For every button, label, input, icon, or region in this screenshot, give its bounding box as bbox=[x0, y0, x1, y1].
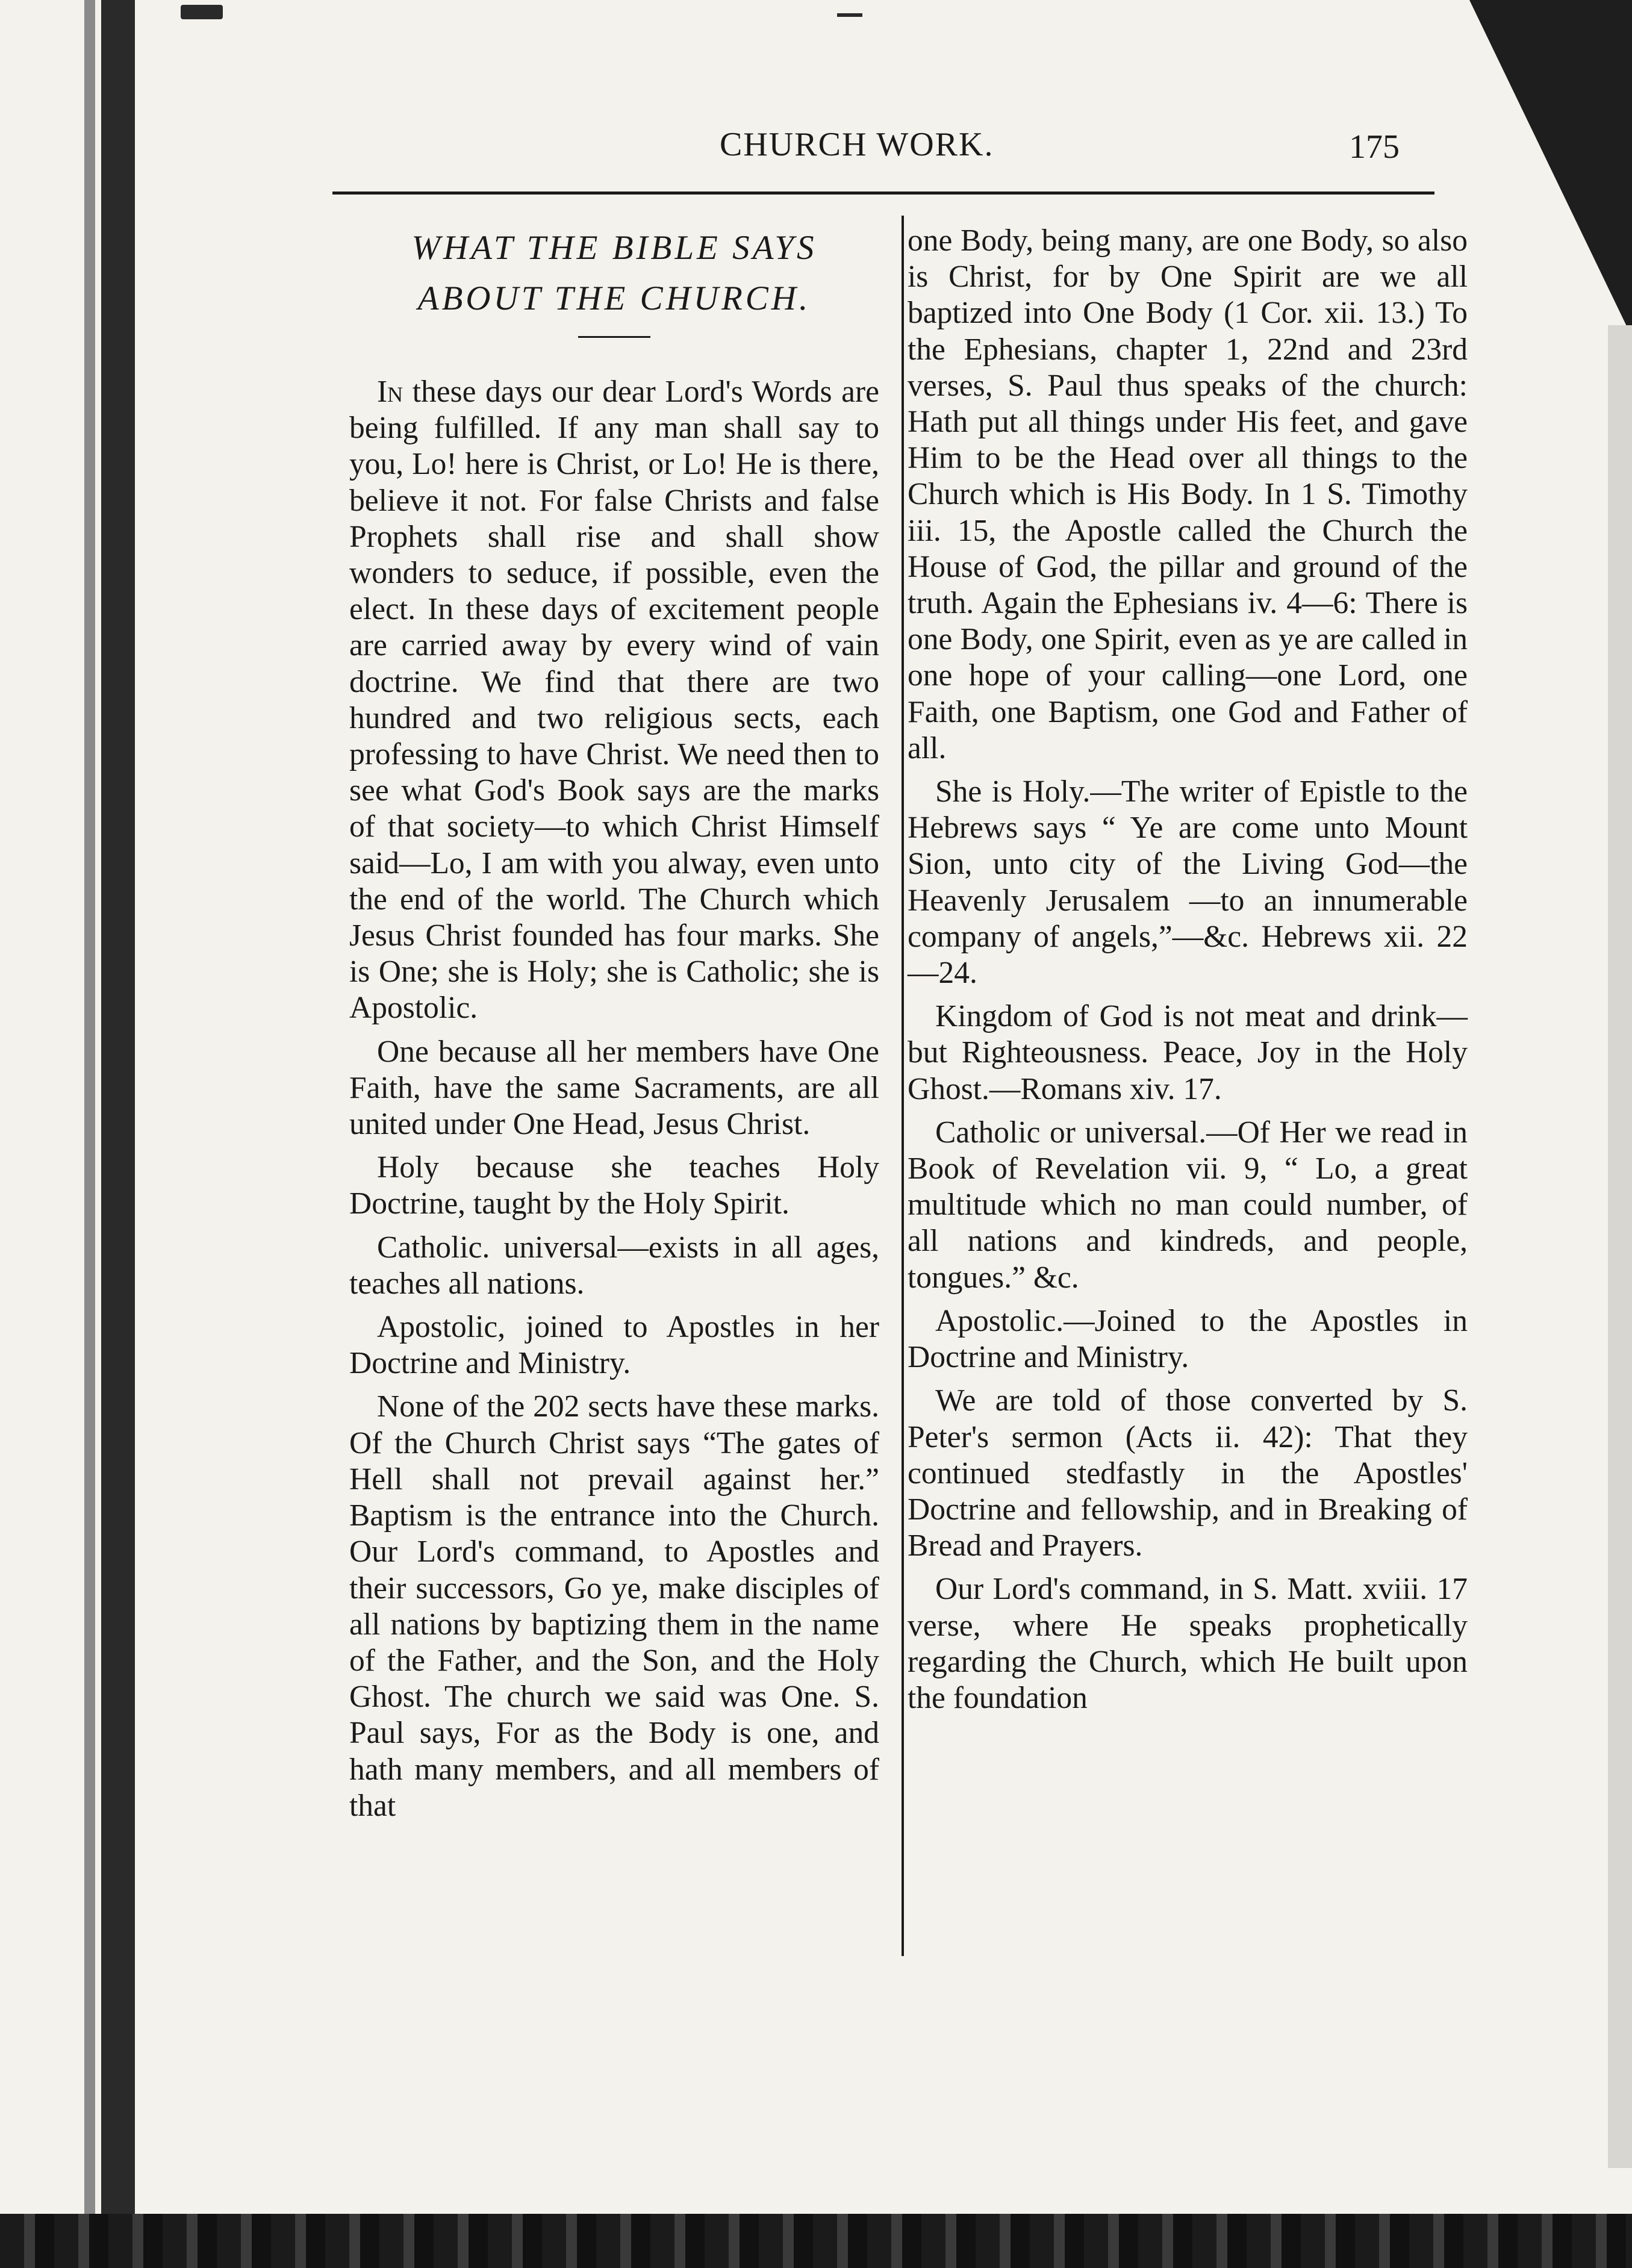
binding-edge bbox=[101, 0, 135, 2228]
left-column bbox=[349, 223, 879, 1831]
ink-dash bbox=[837, 13, 862, 17]
binding-edge-light bbox=[84, 0, 95, 2228]
right-column bbox=[908, 223, 1468, 1724]
paragraph: Catholic or universal.—Of Her we read in Book of Revelation vii. 9, “ Lo, a great multitude which no man could number, of all nations and kindreds, and people, tongues.” &c. bbox=[908, 1115, 1468, 1295]
title-rule bbox=[578, 336, 650, 338]
page-number: 175 bbox=[1349, 128, 1400, 166]
lead-in: In bbox=[377, 375, 403, 409]
running-head: CHURCH WORK. bbox=[720, 126, 994, 163]
paragraph-text: these days our dear Lord's Words are being fulfilled. If any man shall say to you, Lo! here is Christ, or Lo! He is there, believe it not. For false Christs and false Prophets shall rise and shall show wonders to seduce, if possible, even the elect. In these days of excitement people are carried away by every wind of vain doctrine. We find that there are two hundred and two religious sects, each professing to have Christ. We need then to see what God's Book says are the marks of that society—to which Christ Himself said—Lo, I am with you alway, even unto the end of the world. The Church which Jesus Christ founded has four marks. She is One; she is Holy; she is Catholic; she is Apostolic. bbox=[349, 375, 879, 1026]
column-rule bbox=[902, 216, 904, 1956]
paragraph: Our Lord's command, in S. Matt. xviii. 17 verse, where He speaks prophetically regarding the Church, which He built upon the foundation bbox=[908, 1572, 1468, 1715]
paragraph: one Body, being many, are one Body, so also is Christ, for by One Spirit are we all baptized into One Body (1 Cor. xii. 13.) To the Ephesians, chapter 1, 22nd and 23rd verses, S. Paul thus speaks of the church: Hath put all things under His feet, and gave Him to be the Head over all things to the Church which is His Body. In 1 S. Timothy iii. 15, the Apostle called the Church the House of God, the pillar and ground of the truth. Again the Ephesians iv. 4—6: There is one Body, one Spirit, even as ye are called in one hope of your calling—one Lord, one Faith, one Baptism, one God and Father of all. bbox=[908, 223, 1468, 765]
ink-mark bbox=[181, 5, 223, 19]
paragraph: None of the 202 sects have these marks. Of the Church Christ says “The gates of Hell shall not prevail against her.” Baptism is the entrance into the Church. Our Lord's command, to Apostles and their successors, Go ye, make disciples of all nations by baptizing them in the name of the Father, and the Son, and the Holy Ghost. The church we said was One. S. Paul says, For as the Body is one, and hath many members, and all members of that bbox=[349, 1389, 879, 1823]
corner-shadow bbox=[1469, 0, 1632, 337]
header-rule bbox=[332, 192, 1434, 195]
bottom-scan-band bbox=[0, 2214, 1632, 2268]
paragraph: Holy because she teaches Holy Doctrine, taught by the Holy Spirit. bbox=[349, 1150, 879, 1221]
paragraph: Kingdom of God is not meat and drink—but Righteousness. Peace, Joy in the Holy Ghost.—Romans xiv. 17. bbox=[908, 999, 1468, 1106]
paragraph bbox=[349, 374, 879, 1027]
paragraph: One because all her members have One Faith, have the same Sacraments, are all united under One Head, Jesus Christ. bbox=[349, 1034, 879, 1142]
article-title-line-2: ABOUT THE CHURCH. bbox=[417, 279, 811, 317]
paragraph: Apostolic.—Joined to the Apostles in Doctrine and Ministry. bbox=[908, 1303, 1468, 1375]
paragraph: Apostolic, joined to Apostles in her Doctrine and Ministry. bbox=[349, 1310, 879, 1381]
paragraph: We are told of those converted by S. Peter's sermon (Acts ii. 42): That they continued stedfastly in the Apostles' Doctrine and fellowship, and in Breaking of Bread and Prayers. bbox=[908, 1383, 1468, 1563]
paragraph: Catholic. universal—exists in all ages, teaches all nations. bbox=[349, 1230, 879, 1301]
article-title bbox=[349, 223, 879, 324]
paragraph: She is Holy.—The writer of Epistle to the Hebrews says “ Ye are come unto Mount Sion, unto city of the Living God—the Heavenly Jerusalem —to an innumerable company of angels,”—&c. Hebrews xii. 22—24. bbox=[908, 774, 1468, 991]
right-edge-shadow bbox=[1608, 325, 1632, 2168]
article-title-line-1: WHAT THE BIBLE SAYS bbox=[411, 229, 817, 267]
